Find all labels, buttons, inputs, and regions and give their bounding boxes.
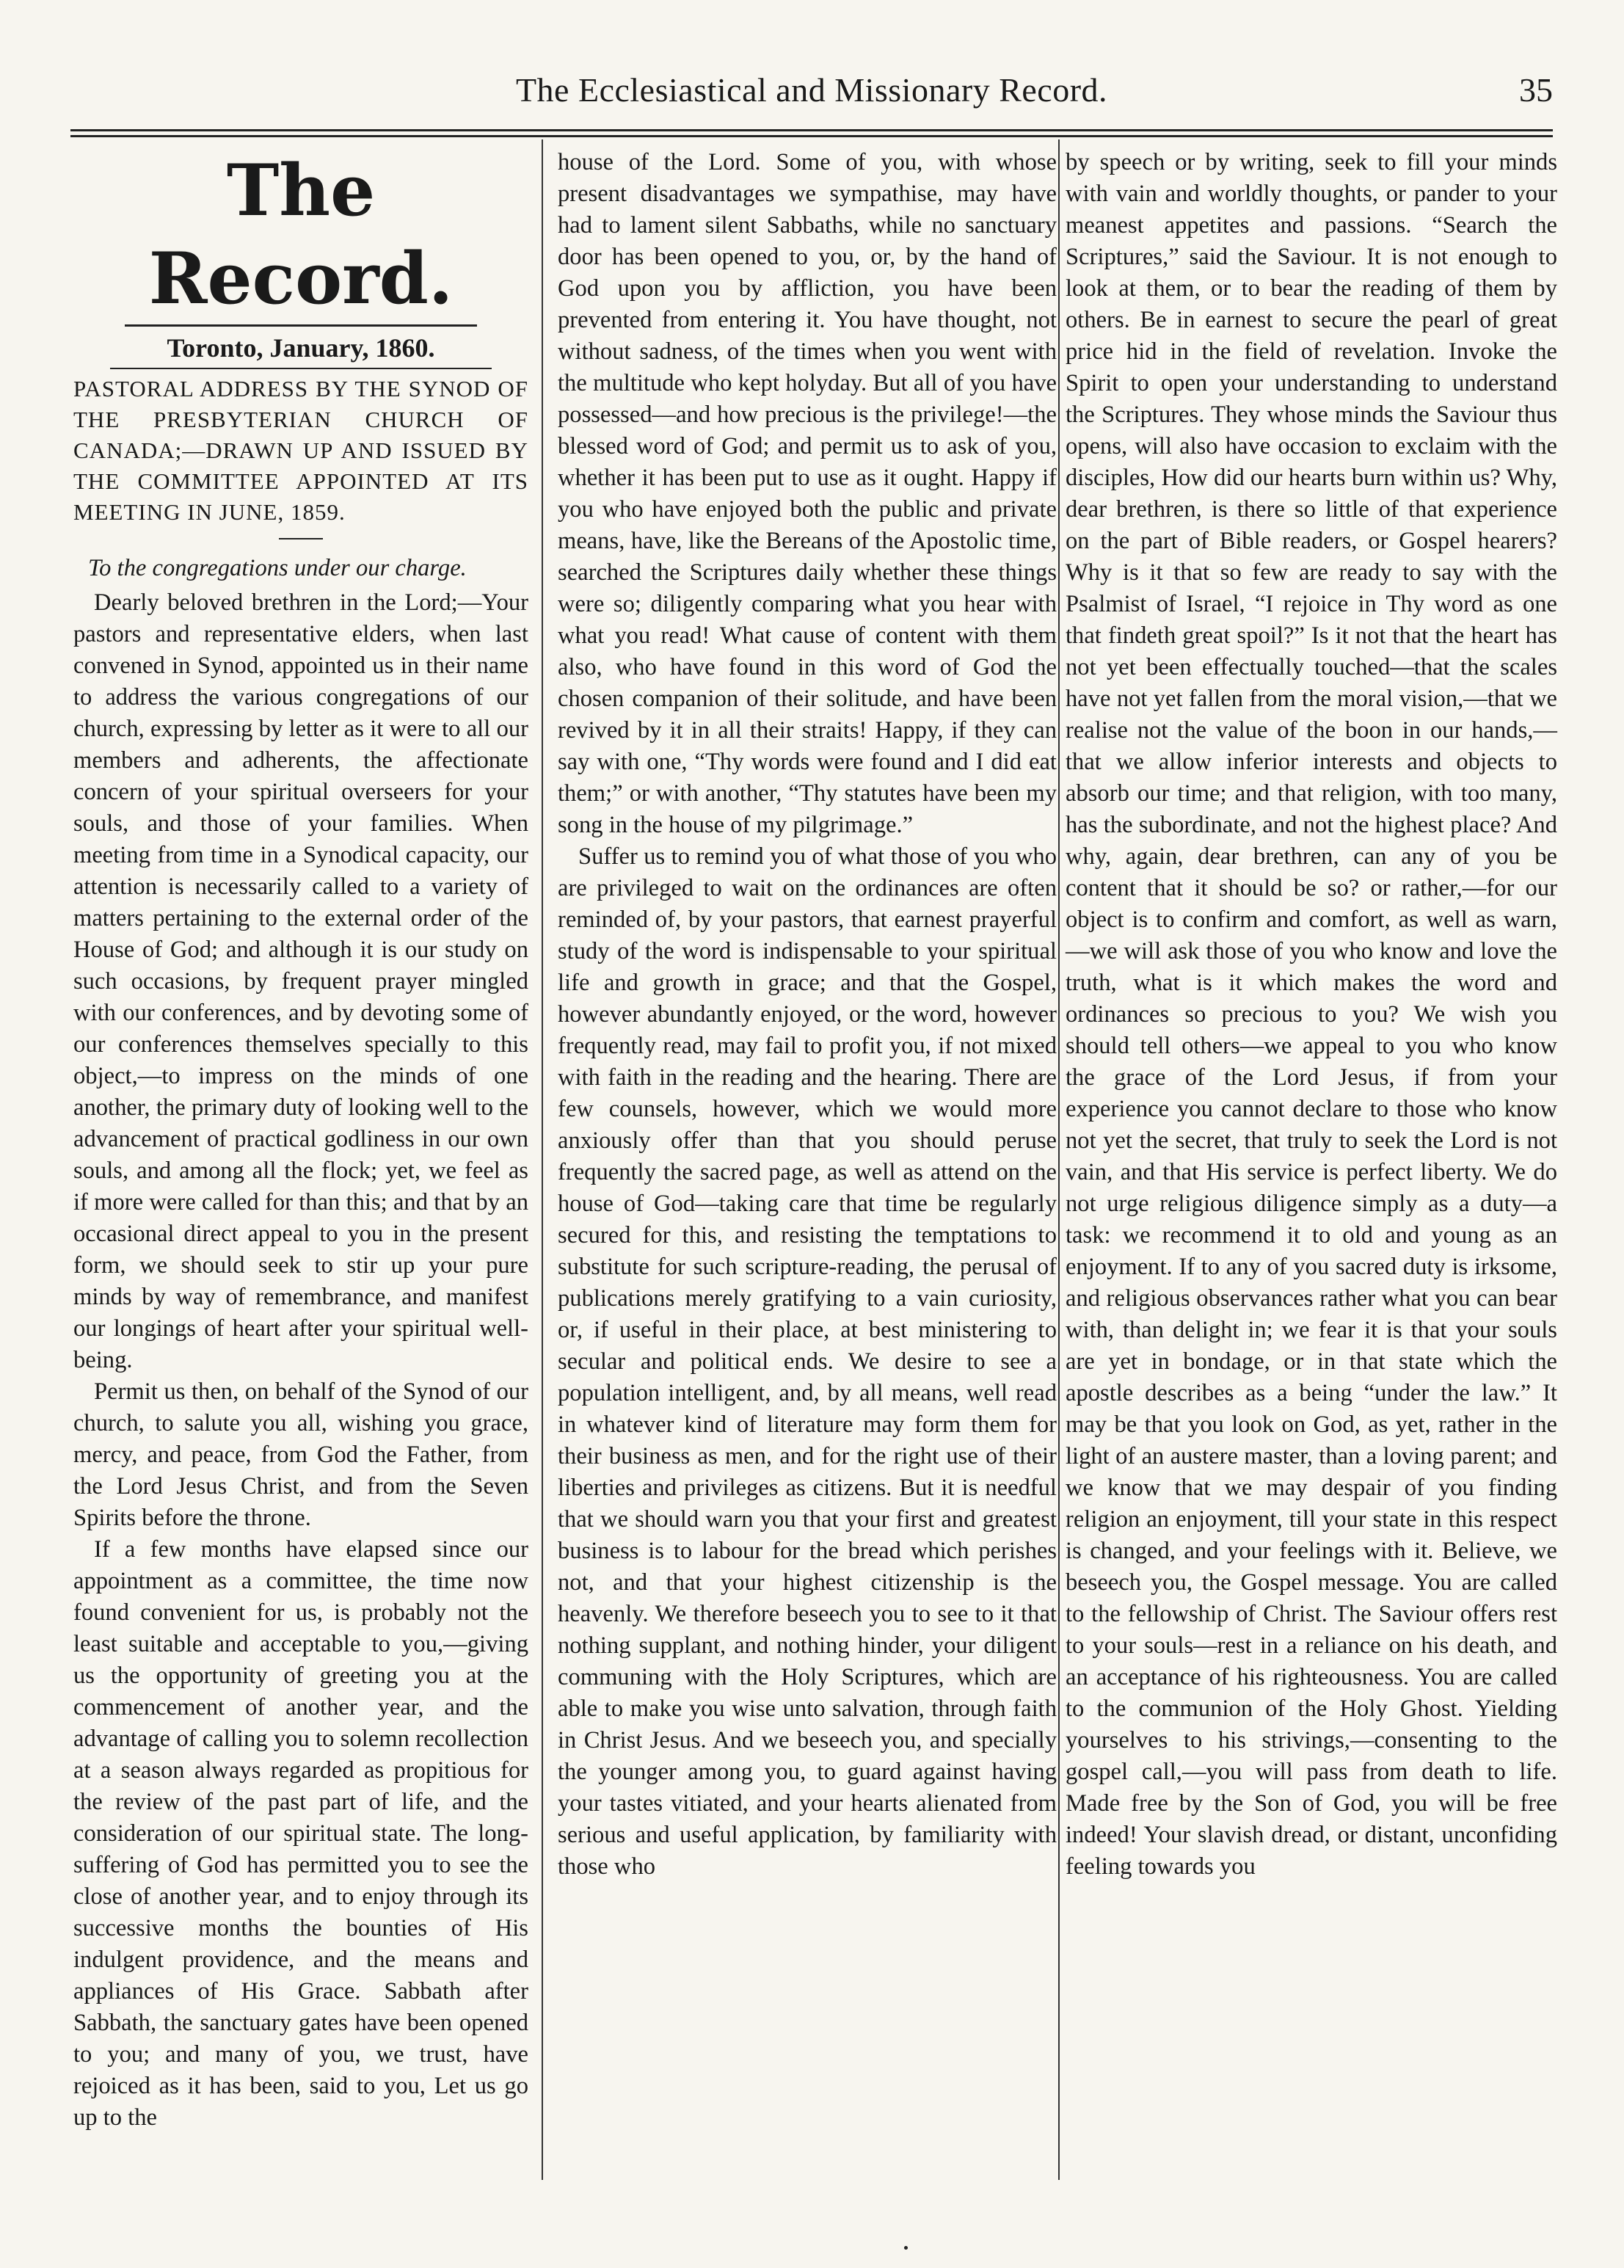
paragraph: If a few months have elapsed since our appointment as a committee, the time now found convenient for us, is probably not the least suitable and acceptable to you,—giving us the opportunity of greeting you at the commencement of another year, and the advantage of calling you to solemn recollection at a season always regarded as propitious for the review of the past part of life, and the consideration of our spiritual state. The long-suffering of God has permitted you to see the close of another year, and to enjoy through its successive months the bounties of His indulgent providence, and the means and appliances of His Grace. Sabbath after Sabbath, the sanctuary gates have been opened to you; and many of you, we trust, have rejoiced as it has been, said to you, Let us go up to the [73, 1536, 528, 2131]
journal-title: The Ecclesiastical and Missionary Record. [515, 71, 1108, 109]
column-3 [1066, 147, 1557, 1883]
section-divider [279, 538, 323, 539]
masthead-rule [125, 324, 477, 327]
dateline: Toronto, January, 1860. [167, 333, 435, 363]
header-rule [70, 129, 1553, 131]
column-divider-1 [542, 139, 543, 2180]
masthead-title: The Record. [148, 149, 454, 320]
paragraph: Suffer us to remind you of what those of you who are privileged to wait on the ordinances are often reminded of, by your pastors, that earnest prayerful study of the word is indispensable to your spiritual life and growth in grace; and that the Gospel, however abundantly enjoyed, or the word, however frequently read, may fail to profit you, if not mixed with faith in the reading and the hearing. There are few counsels, however, which we would more anxiously offer than that you should peruse frequently the sacred page, as well as attend on the house of God—taking care that time be regularly secured for this, and resisting the temptations to substitute for such scripture-reading, the perusal of publications merely gratifying to a vain curiosity, or, if useful in their place, at best ministering to secular and political ends. We desire to see a population intelligent, and, by all means, well read in whatever kind of literature may form them for their business as men, and for the right use of their liberties and privileges as citizens. But it is needful that we should warn you that your first and greatest business is to labour for the bread which perishes not, and that your highest citizenship is the heavenly. We therefore beseech you to see to it that nothing supplant, and nothing hinder, your diligent communing with the Holy Scriptures, which are able to make you wise unto salvation, through faith in Christ Jesus. And we beseech you, and specially the younger among you, to guard against having your tastes vitiated, and your hearts alienated from serious and useful application, by familiarity with those who [558, 843, 1057, 1880]
paragraph: Dearly beloved brethren in the Lord;—Your pastors and representative elders, when last convened in Synod, appointed us in their name to address the various congregations of our church, expressing by letter as it were to all our members and adherents, the affectionate concern of your spiritual overseers for your souls, and those of your families. When meeting from time in a Synodical capacity, our attention is necessarily called to a variety of matters pertaining to the external order of the House of God; and although it is our study on such occasions, by frequent prayer mingled with our conferences, and by devoting some of our conferences themselves specially to this object,—to impress on the minds of one another, the primary duty of looking well to the advancement of practical godliness in our own souls, and among all the flock; yet, we feel as if more were called for than this; and that by an occasional direct appeal to you in the present form, we should seek to stir up your pure minds by way of remembrance, and manifest our longings of heart after your spiritual well-being. [73, 589, 528, 1373]
salutation: To the congregations under our charge. [88, 555, 467, 581]
dateline-rule [110, 368, 492, 369]
header-rule-double [70, 135, 1553, 137]
paragraph: Permit us then, on behalf of the Synod of our church, to salute you all, wishing you grace, mercy, and peace, from God the Father, from the Lord Jesus Christ, and from the Seven Spirits before the throne. [73, 1378, 528, 1531]
ink-speck [904, 2246, 908, 2250]
paragraph: house of the Lord. Some of you, with whose present disadvantages we sympathise, may have had to lament silent Sabbaths, while no sanctuary door has been opened to you, or, by the hand of God upon you by affliction, you have been prevented from entering it. You have thought, not without sadness, of the times when you went with the multitude who kept holyday. But all of you have possessed—and how precious is the privilege!—the blessed word of God; and permit us to ask of you, whether it has been put to use as it ought. Happy if you who have enjoyed both the public and private means, have, like the Bereans of the Apostolic time, searched the Scriptures daily whether these things were so; diligently comparing what you hear with what you read! What cause of content with them also, who have found in this word of God the chosen companion of their solitude, and have been revived by it in all their straits! Happy, if they can say with one, “Thy words were found and I did eat them;” or with another, “Thy statutes have been my song in the house of my pilgrimage.” [558, 149, 1057, 838]
column-divider-2 [1058, 139, 1060, 2180]
column-2 [558, 147, 1057, 1883]
paragraph: by speech or by writing, seek to fill your minds with vain and worldly thoughts, or pander to your meanest appetites and passions. “Search the Scriptures,” said the Saviour. It is not enough to look at them, or to bear the reading of them by others. Be in earnest to secure the pearl of great price hid in the field of revelation. Invoke the Spirit to open your understanding to understand the Scriptures. They whose minds the Saviour thus opens, will also have occasion to exclaim with the disciples, How did our hearts burn within us? Why, dear brethren, is there so little of that experience on the part of Bible readers, or Gospel hearers? Why is it that so few are ready to say with the Psalmist of Israel, “I rejoice in Thy word as one that findeth great spoil?” Is it not that the heart has not yet been effectually touched—that the scales have not yet fallen from the moral vision,—that we realise not the value of the boon in our hands,—that we allow inferior interests and objects to absorb our time; and that religion, with too many, has the subordinate, and not the highest place? And why, again, dear brethren, can any of you be content that it should be so? or rather,—for our object is to confirm and comfort, as well as warn,—we will ask those of you who know and love the truth, what is it which makes the word and ordinances so precious to you? We wish you should tell others—we appeal to you who know the grace of the Lord Jesus, if from your experience you cannot declare to those who know not yet the secret, that truly to seek the Lord is not vain, and that His service is perfect liberty. We do not urge religious diligence simply as a duty—a task: we recommend it to old and young as an enjoyment. If to any of you sacred duty is irksome, and religious observances rather what you can bear with, than delight in; we fear it is that your souls are yet in bondage, or in that state which the apostle describes as a being “under the law.” It may be that you look on God, as yet, rather in the light of an austere master, than a loving parent; and we know that we may despair of you finding religion an enjoyment, till your state in this respect is changed, and your feelings with it. Believe, we beseech you, the Gospel message. You are called to the fellowship of Christ. The Saviour offers rest to your souls—rest in a reliance on his death, and an acceptance of his righteousness. You are called to the communion of the Holy Ghost. Yielding yourselves to his strivings,—consenting to the gospel call,—you will pass from death to life. Made free by the Son of God, you will be free indeed! Your slavish dread, or distant, unconfiding feeling towards you [1066, 149, 1557, 1880]
running-header [70, 70, 1553, 122]
column-1 [73, 147, 528, 2134]
article-headline: PASTORAL ADDRESS BY THE SYNOD OF THE PRESBYTERIAN CHURCH OF CANADA;—DRAWN UP AND ISSUED BY THE COMMITTEE APPOINTED AT ITS MEETING IN JUNE, 1859. [73, 376, 528, 525]
page-number: 35 [1519, 71, 1553, 109]
